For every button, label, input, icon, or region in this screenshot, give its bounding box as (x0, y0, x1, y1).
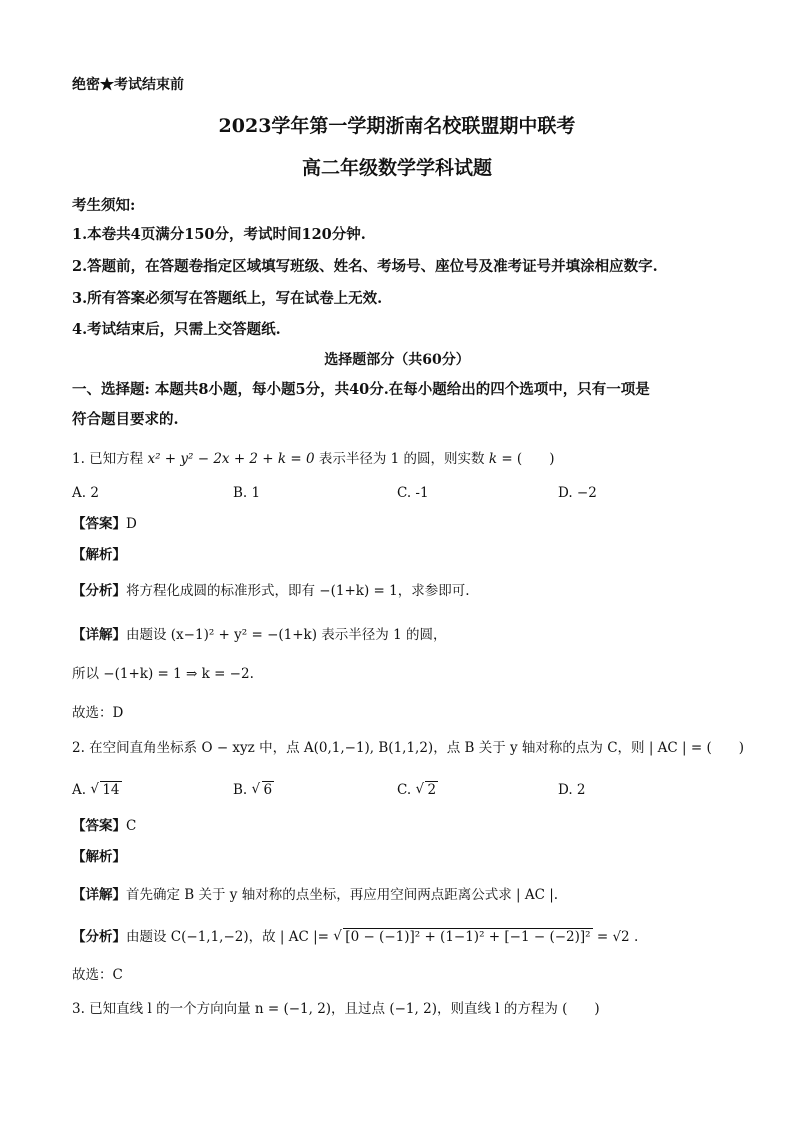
section-instruction-2: 符合题目要求的. (72, 411, 179, 428)
question-1-option-a: A. 2 (72, 485, 99, 501)
question-3-stem: 3. 已知直线 l 的一个方向向量 n = (−1, 2)，且过点 (−1, 2)，则直线 l 的方程为 ( ) (72, 1001, 600, 1017)
question-1-answer: 【答案】D (72, 516, 137, 532)
question-1-xiangjie: 【详解】由题设 (x−1)² + y² = −(1+k) 表示半径为 1 的圆， (72, 627, 447, 643)
confidential-label: 绝密★考试结束前 (72, 77, 184, 93)
question-1-option-c: C. -1 (397, 485, 429, 501)
question-2-analysis-label: 【解析】 (72, 849, 126, 865)
section-title: 选择题部分（共60分） (324, 352, 470, 368)
question-2-option-a: A. √ 14 (72, 781, 122, 799)
exam-subtitle: 高二年级数学学科试题 (301, 157, 492, 179)
notice-item-3: 3.所有答案必须写在答题纸上，写在试卷上无效. (72, 290, 383, 307)
question-2-xiangjie: 【详解】首先确定 B 关于 y 轴对称的点坐标，再应用空间两点距离公式求 | AC |. (72, 887, 559, 903)
notice-item-4: 4.考试结束后，只需上交答题纸. (72, 321, 281, 338)
question-2-option-c: C. √ 2 (397, 781, 438, 799)
question-2-answer: 【答案】C (72, 818, 137, 834)
section-instruction-1: 一、选择题: 本题共8小题，每小题5分，共40分.在每小题给出的四个选项中，只有一项是 (72, 381, 650, 398)
question-1-xiangjie-2: 所以 −(1+k) = 1 ⇒ k = −2. (72, 666, 254, 682)
question-2-option-b: B. √ 6 (233, 781, 274, 799)
question-2-option-d: D. 2 (558, 782, 586, 798)
question-2-choose: 故选：C (72, 967, 123, 983)
exam-title: 2023学年第一学期浙南名校联盟期中联考 (218, 115, 576, 137)
question-1-option-b: B. 1 (233, 485, 261, 501)
notice-item-1: 1.本卷共4页满分150分，考试时间120分钟. (72, 226, 366, 243)
notice-heading: 考生须知: (72, 197, 136, 214)
question-2-stem: 2. 在空间直角坐标系 O − xyz 中，点 A(0,1,−1), B(1,1,2)，点 B 关于 y 轴对称的点为 C，则 | AC | = ( ) (72, 740, 745, 756)
question-1-option-d: D. −2 (558, 485, 597, 501)
question-2-fenxi: 【分析】由题设 C(−1,1,−2)，故 | AC |= √ [0 − (−1)]² + (1−1)² + [−1 − (−2)]² = √2 . (72, 928, 638, 946)
question-1-choose: 故选：D (72, 705, 124, 721)
notice-item-2: 2.答题前，在答题卷指定区域填写班级、姓名、考场号、座位号及准考证号并填涂相应数字. (72, 258, 658, 275)
question-1-stem: 1. 已知方程 x² + y² − 2x + 2 + k = 0 表示半径为 1 的圆，则实数 k = ( ) (72, 451, 555, 467)
question-1-analysis-label: 【解析】 (72, 547, 126, 563)
question-1-fenxi: 【分析】将方程化成圆的标准形式，即有 −(1+k) = 1，求参即可. (72, 583, 470, 599)
question-1-equation: x² + y² − 2x + 2 + k = 0 (147, 451, 315, 467)
